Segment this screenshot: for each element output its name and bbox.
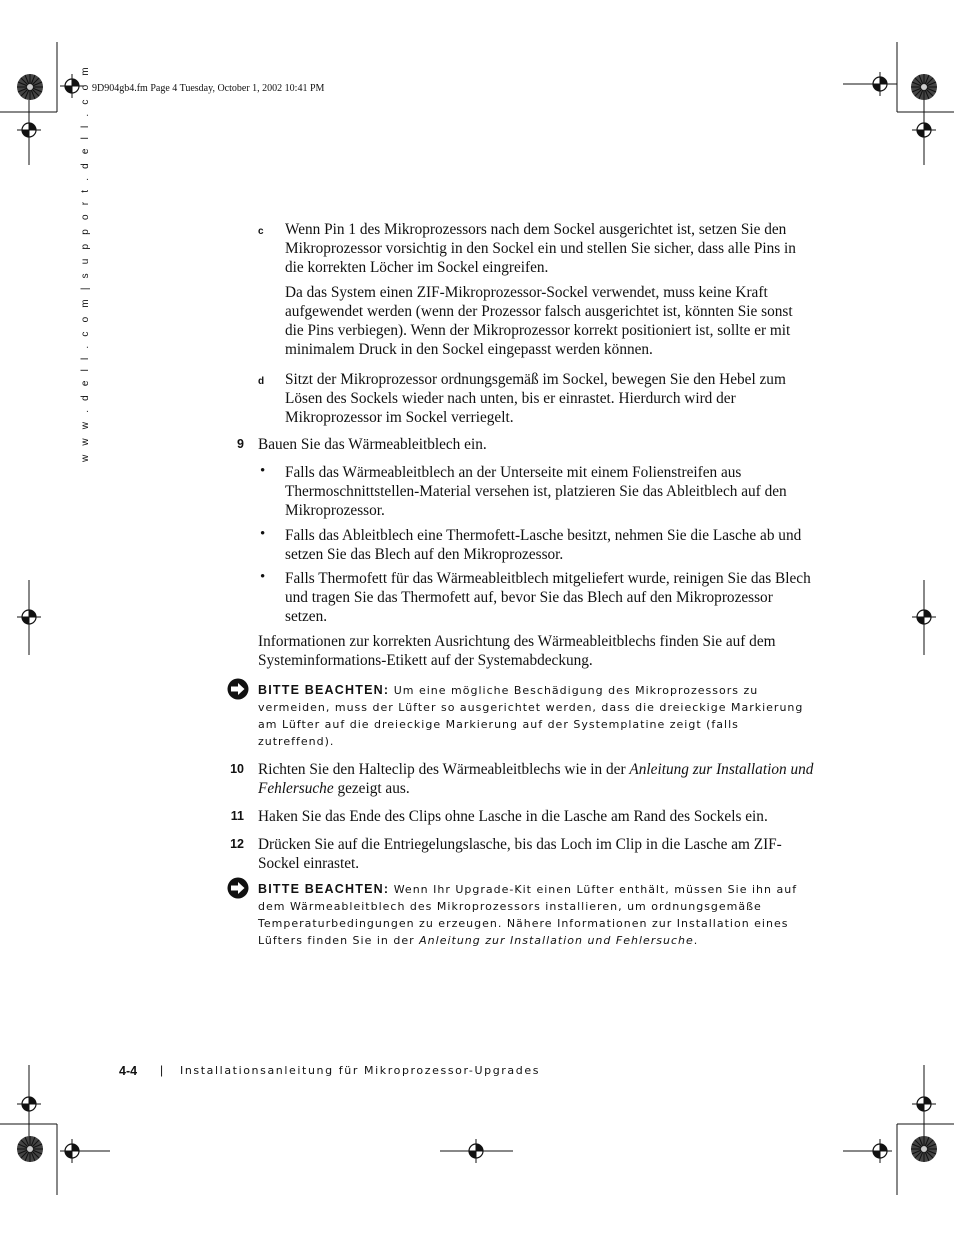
notice-1-label: BITTE BEACHTEN: (258, 683, 390, 697)
color-wheel-icon (911, 74, 937, 100)
step-d-letter: d (258, 376, 265, 387)
bullet-marker: • (260, 526, 266, 542)
file-slug: 9D904gb4.fm Page 4 Tuesday, October 1, 2002 10:41 PM (92, 83, 325, 94)
step-11-number: 11 (230, 809, 244, 823)
step-9-bullet-1: Falls das Wärmeableitblech an der Unterseite mit einem Folienstreifen aus Thermoschnittstellen-Material versehen ist, platzieren Sie das Ableitblech auf den Mikroprozessor. (285, 464, 787, 519)
notice-2-label: BITTE BEACHTEN: (258, 882, 390, 896)
step-c-note: Da das System einen ZIF-Mikroprozessor-Sockel verwendet, muss keine Kraft aufgewendet werden (wenn der Prozessor falsch ausgerichtet ist, könnten Sie sonst die Pins verbiegen). Wenn der Mikroprozessor korrekt positioniert ist, sollte er mit minimalem Druck in den Sockel eingepasst werden können. (285, 284, 793, 358)
notice-2-text: Wenn Ihr Upgrade-Kit einen Lüfter enthält, müssen Sie ihn auf dem Wärmeableitblech des Mikroprozessors installieren, um ordnungsgemäße Temperaturbedingungen zu erzeugen. Nähere Informationen zur Installation eines Lüfters finden Sie in der (258, 883, 798, 947)
step-c-letter: c (258, 226, 264, 237)
notice-1-text: Um eine mögliche Beschädigung des Mikroprozessors zu vermeiden, muss der Lüfter so ausgerichtet werden, dass die dreieckige Markierung am Lüfter auf die dreieckige Markierung auf der Systemplatine zeigt (falls zutreffend). (258, 684, 804, 748)
step-9-bullet-3: Falls Thermofett für das Wärmeableitblech mitgeliefert wurde, reinigen Sie das Blech und tragen Sie das Thermofett auf, bevor Sie das Blech auf den Mikroprozessor setzen. (285, 570, 811, 625)
sidebar-url: w w w . d e l l . c o m | s u p p o r t . d e l l . c o m (80, 64, 91, 462)
step-9-bullet-2: Falls das Ableitblech eine Thermofett-Lasche besitzt, nehmen Sie die Lasche ab und setzen Sie das Blech auf den Mikroprozessor. (285, 527, 802, 563)
step-9-number: 9 (237, 437, 244, 451)
color-wheel-icon (17, 1136, 43, 1162)
step-12-text: Drücken Sie auf die Entriegelungslasche, bis das Loch im Clip in die Lasche am ZIF-Sockel einrastet. (258, 836, 782, 872)
bullet-marker: • (260, 463, 266, 479)
step-11-text: Haken Sie das Ende des Clips ohne Lasche in die Lasche am Rand des Sockels ein. (258, 808, 768, 825)
notice-2-italic: Anleitung zur Installation und Fehlersuche (419, 934, 694, 947)
step-12-number: 12 (230, 837, 244, 851)
step-d-text: Sitzt der Mikroprozessor ordnungsgemäß im Sockel, bewegen Sie den Hebel zum Lösen des Sockels wieder nach unten, bis er einrastet. Hierdurch wird der Mikroprozessor im Sockel verriegelt. (285, 371, 786, 426)
bullet-marker: • (260, 569, 266, 585)
step-10-text (258, 760, 818, 798)
step-10-italic: Anleitung zur Installation und Fehlersuche (258, 761, 814, 797)
footer-title: Installationsanleitung für Mikroprozessor-Upgrades (180, 1064, 541, 1077)
step-c-text: Wenn Pin 1 des Mikroprozessors nach dem Sockel ausgerichtet ist, setzen Sie den Mikroprozessor vorsichtig in den Sockel ein und stellen Sie sicher, dass alle Pins in die korrekten Löcher im Sockel eingreifen. (285, 221, 796, 276)
step-10-text-before: Richten Sie den Halteclip des Wärmeableitblechs wie in der (258, 761, 626, 778)
notice-arrow-icon (227, 678, 249, 700)
step-9-info: Informationen zur korrekten Ausrichtung des Wärmeableitblechs finden Sie auf dem Systeminformations-Etikett auf der Systemabdeckung. (258, 633, 776, 669)
notice-2-text-after: . (693, 934, 699, 947)
step-10-number: 10 (230, 762, 244, 776)
footer-separator: | (160, 1063, 164, 1077)
step-10-text-after: gezeigt aus. (337, 780, 410, 797)
notice-2 (258, 881, 818, 949)
notice-1 (258, 682, 818, 750)
page-number: 4-4 (119, 1064, 138, 1078)
step-9-text: Bauen Sie das Wärmeableitblech ein. (258, 436, 487, 453)
color-wheel-icon (911, 1136, 937, 1162)
notice-arrow-icon (227, 877, 249, 899)
color-wheel-icon (17, 74, 43, 100)
